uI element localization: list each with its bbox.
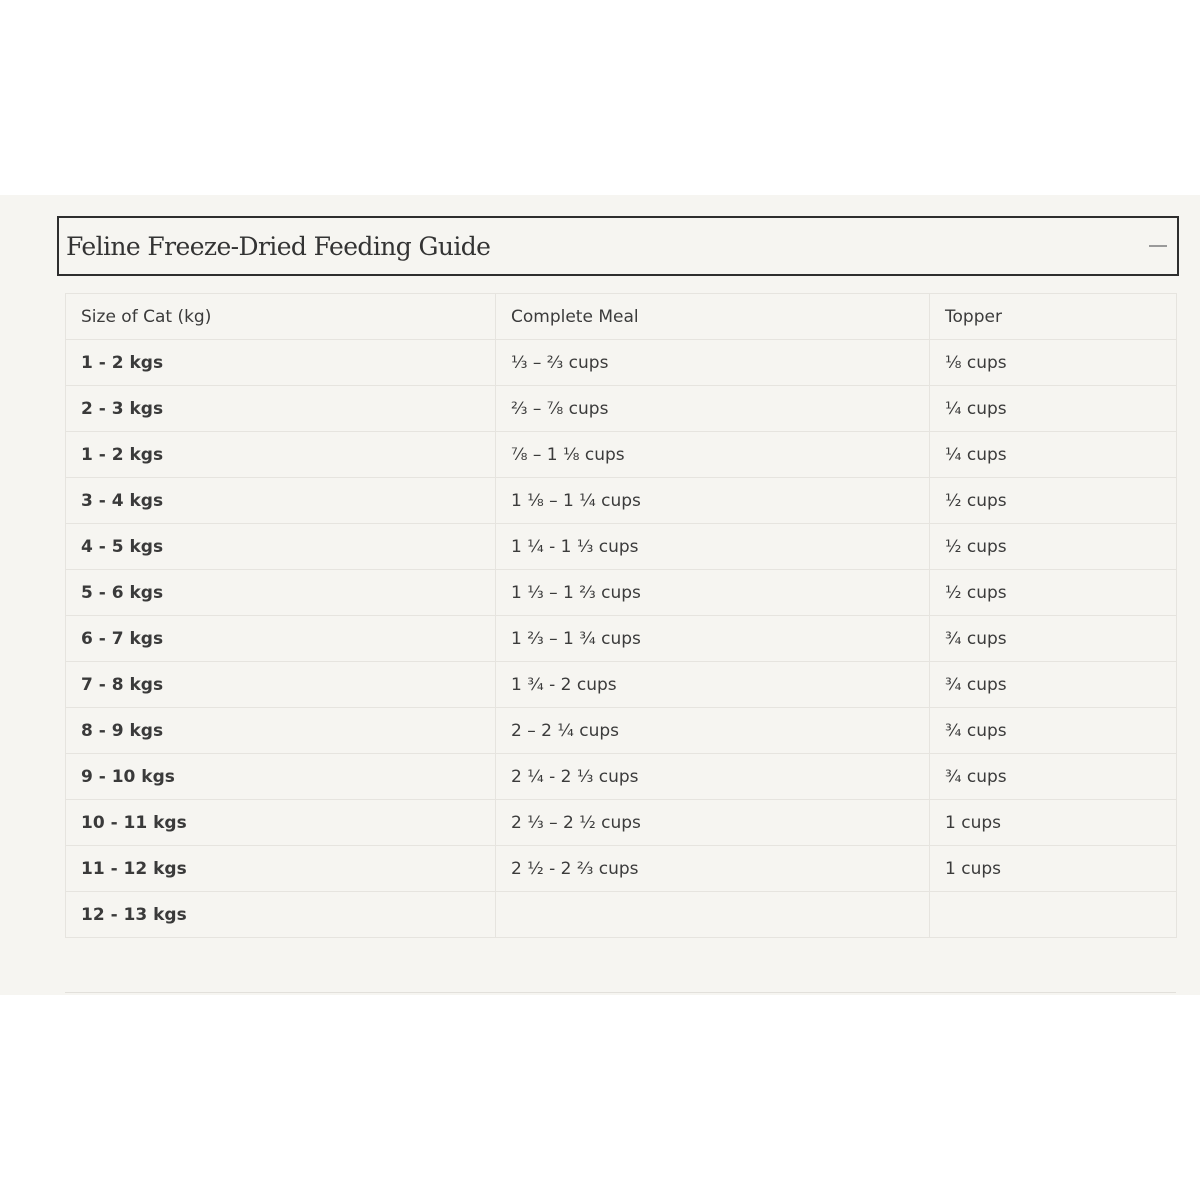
cat-size-cell: 5 - 6 kgs	[66, 570, 496, 616]
cat-size-cell: 8 - 9 kgs	[66, 708, 496, 754]
topper-cell: ¼ cups	[930, 386, 1177, 432]
cat-size-cell: 1 - 2 kgs	[66, 432, 496, 478]
cat-size-cell: 9 - 10 kgs	[66, 754, 496, 800]
complete-meal-cell: 1 ¼ - 1 ⅓ cups	[496, 524, 930, 570]
complete-meal-cell: 2 – 2 ¼ cups	[496, 708, 930, 754]
topper-cell	[930, 892, 1177, 938]
topper-cell: ½ cups	[930, 478, 1177, 524]
table-row	[66, 708, 1177, 754]
section-divider	[65, 992, 1176, 993]
table-row	[66, 800, 1177, 846]
table-row	[66, 386, 1177, 432]
complete-meal-cell	[496, 892, 930, 938]
complete-meal-cell: 1 ⅛ – 1 ¼ cups	[496, 478, 930, 524]
cat-size-cell: 12 - 13 kgs	[66, 892, 496, 938]
complete-meal-cell: 2 ½ - 2 ⅔ cups	[496, 846, 930, 892]
complete-meal-cell: ⅞ – 1 ⅛ cups	[496, 432, 930, 478]
table-row	[66, 754, 1177, 800]
topper-cell: ½ cups	[930, 524, 1177, 570]
cat-size-cell: 7 - 8 kgs	[66, 662, 496, 708]
topper-cell: ¾ cups	[930, 662, 1177, 708]
feeding-guide-panel	[0, 195, 1200, 995]
complete-meal-cell: 2 ⅓ – 2 ½ cups	[496, 800, 930, 846]
table-row	[66, 616, 1177, 662]
table-header-row	[66, 294, 1177, 340]
cat-size-cell: 6 - 7 kgs	[66, 616, 496, 662]
cat-size-cell: 4 - 5 kgs	[66, 524, 496, 570]
table-row	[66, 846, 1177, 892]
minus-icon[interactable]	[1149, 245, 1167, 247]
cat-size-cell: 3 - 4 kgs	[66, 478, 496, 524]
table-row	[66, 340, 1177, 386]
table-row	[66, 432, 1177, 478]
topper-cell: ¾ cups	[930, 754, 1177, 800]
cat-size-cell: 10 - 11 kgs	[66, 800, 496, 846]
table-row	[66, 478, 1177, 524]
complete-meal-cell: 2 ¼ - 2 ⅓ cups	[496, 754, 930, 800]
column-header-size: Size of Cat (kg)	[66, 294, 496, 340]
cat-size-cell: 2 - 3 kgs	[66, 386, 496, 432]
cat-size-cell: 11 - 12 kgs	[66, 846, 496, 892]
complete-meal-cell: 1 ⅔ – 1 ¾ cups	[496, 616, 930, 662]
topper-cell: 1 cups	[930, 800, 1177, 846]
complete-meal-cell: 1 ¾ - 2 cups	[496, 662, 930, 708]
column-header-complete-meal: Complete Meal	[496, 294, 930, 340]
topper-cell: 1 cups	[930, 846, 1177, 892]
topper-cell: ¾ cups	[930, 616, 1177, 662]
table-row	[66, 892, 1177, 938]
table-row	[66, 662, 1177, 708]
topper-cell: ⅛ cups	[930, 340, 1177, 386]
topper-cell: ½ cups	[930, 570, 1177, 616]
complete-meal-cell: ⅓ – ⅔ cups	[496, 340, 930, 386]
table-row	[66, 570, 1177, 616]
accordion-title: Feline Freeze-Dried Feeding Guide	[66, 231, 491, 261]
column-header-topper: Topper	[930, 294, 1177, 340]
complete-meal-cell: ⅔ – ⅞ cups	[496, 386, 930, 432]
cat-size-cell: 1 - 2 kgs	[66, 340, 496, 386]
complete-meal-cell: 1 ⅓ – 1 ⅔ cups	[496, 570, 930, 616]
feeding-guide-accordion-header[interactable]	[57, 216, 1179, 276]
topper-cell: ¾ cups	[930, 708, 1177, 754]
feeding-guide-table	[65, 293, 1177, 938]
topper-cell: ¼ cups	[930, 432, 1177, 478]
table-row	[66, 524, 1177, 570]
